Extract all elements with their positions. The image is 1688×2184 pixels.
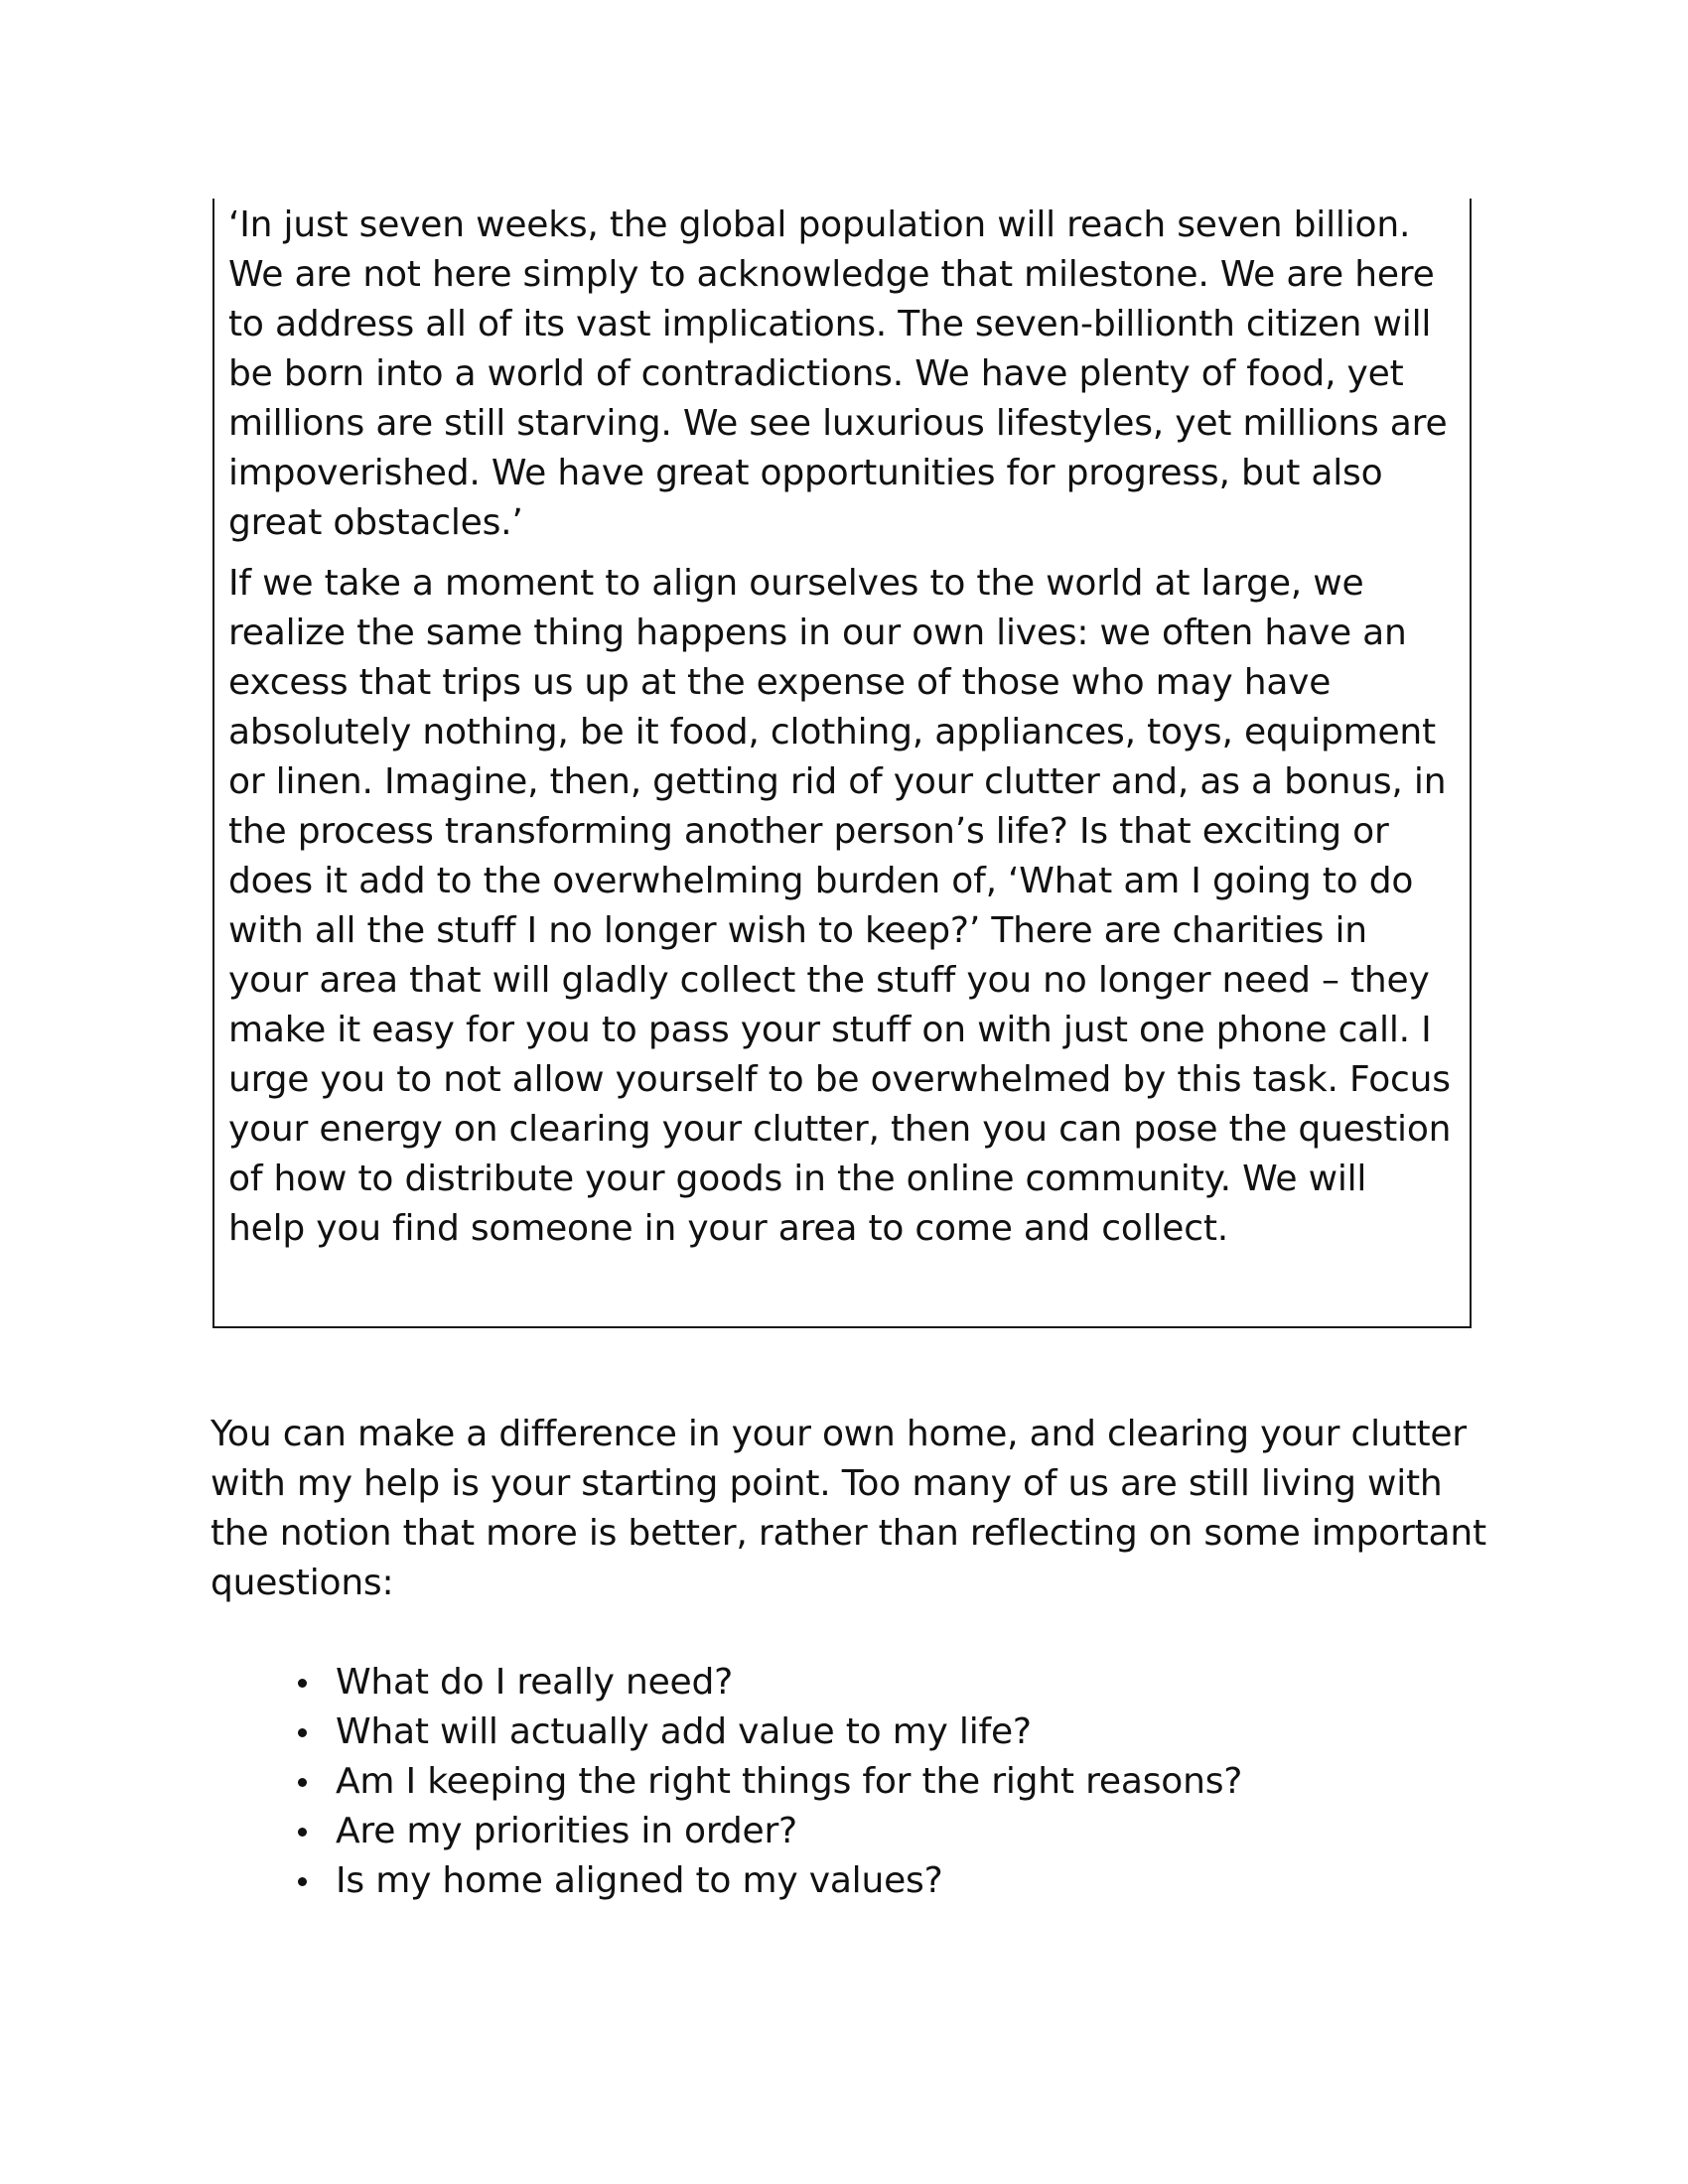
list-item xyxy=(298,1658,1390,1707)
list-item xyxy=(298,1856,1390,1906)
boxed-excerpt xyxy=(212,199,1472,1328)
list-item-text: Am I keeping the right things for the right reasons? xyxy=(336,1761,1243,1802)
list-item-text: Is my home aligned to my values? xyxy=(336,1860,943,1901)
population-quote: ‘In just seven weeks, the global population will reach seven billion. We are not here simply to acknowledge that milestone. We are here to address all of its vast implications. The seven-billionth citizen will be born into a world of contradictions. We have plenty of food, yet millions are still starving. We see luxurious lifestyles, yet millions are impoverished. We have great opportunities for progress, but also great obstacles.’ xyxy=(228,205,1448,543)
intro-paragraph: You can make a difference in your own home, and clearing your clutter with my help is your starting point. Too many of us are still living with the notion that more is better, rather than reflecting on some important questions: xyxy=(211,1414,1486,1603)
list-item-text: Are my priorities in order? xyxy=(336,1811,797,1851)
list-item-text: What will actually add value to my life? xyxy=(336,1711,1032,1752)
list-item xyxy=(298,1707,1390,1757)
excerpt-paragraph: If we take a moment to align ourselves to the world at large, we realize the same thing happens in our own lives: we often have an excess that trips us up at the expense of those who may have absolutely nothing, be it food, clothing, appliances, toys, equipment or linen. Imagine, then, getting rid of your clutter and, as a bonus, in the process transforming another person’s life? Is that exciting or does it add to the overwhelming burden of, ‘What am I going to do with all the stuff I no longer wish to keep?’ There are charities in your area that will gladly collect the stuff you no longer need – they make it easy for you to pass your stuff on with just one phone call. I urge you to not allow yourself to be overwhelmed by this task. Focus your energy on clearing your clutter, then you can pose the question of how to distribute your goods in the online community. We will help you find someone in your area to come and collect. xyxy=(228,563,1452,1249)
bullet-icon xyxy=(298,1728,307,1737)
list-item-text: What do I really need? xyxy=(336,1662,734,1703)
bullet-icon xyxy=(298,1828,307,1837)
bullet-icon xyxy=(298,1679,307,1688)
bullet-icon xyxy=(298,1778,307,1787)
list-item xyxy=(298,1757,1390,1807)
questions-list xyxy=(298,1658,1390,1906)
list-item xyxy=(298,1807,1390,1856)
bullet-icon xyxy=(298,1877,307,1886)
